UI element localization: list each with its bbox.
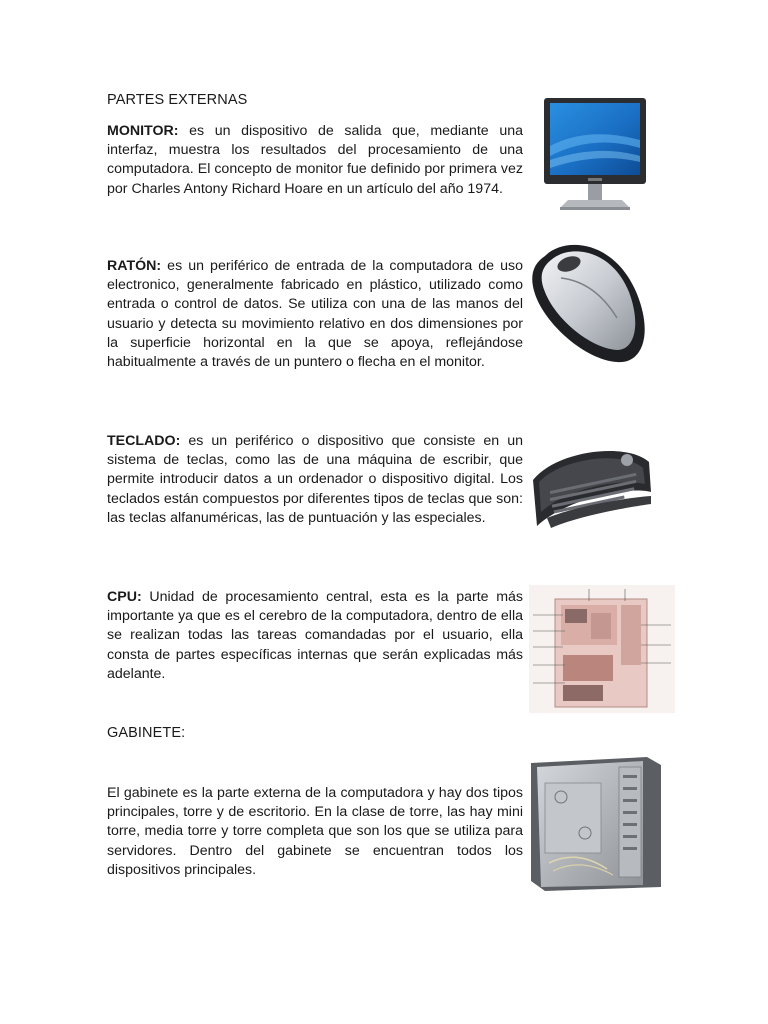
paragraph-gabinete [107, 784, 523, 880]
text-gabinete: El gabinete es la parte externa de la computadora y hay dos tipos principales, torre y de escritorio. En la clase de torre, las hay mini torre, media torre y torre completa que son los que se utiliza para servidores. Dentro del gabinete se encuentran todos los dispositivos principales. [107, 785, 523, 878]
paragraph-monitor [107, 122, 523, 199]
monitor-image [538, 96, 650, 212]
paragraph-teclado [107, 432, 523, 528]
text-raton: es un periférico de entrada de la computadora de uso electronico, generalmente fabricado en plástico, utilizado como entrada o control de datos. Se utiliza con una de las manos del usuario y detecta su movimiento relativo en dos dimensiones por la superficie horizontal en la que se apoya, reflejándose habitualmente a través de un puntero o flecha en el monitor. [107, 258, 523, 371]
keyboard-image [527, 440, 655, 532]
computer-case-image [527, 753, 663, 893]
term-raton: RATÓN: [107, 258, 162, 274]
cpu-diagram-image [529, 585, 675, 713]
text-teclado: es un periférico o dispositivo que consiste en un sistema de teclas, como las de una máquina de escribir, que permite introducir datos a un ordenador o dispositivo digital. Los teclados están compuestos por diferentes tipos de teclas que son: las teclas alfanuméricas, las de puntuación y las especiales. [107, 433, 523, 526]
term-cpu: CPU: [107, 589, 142, 605]
mouse-image [525, 234, 655, 368]
paragraph-cpu [107, 588, 523, 684]
text-cpu: Unidad de procesamiento central, esta es la parte más importante ya que es el cerebro de la computadora, dentro de ella se realizan todas las tareas comandadas por el usuario, ella consta de partes específicas internas que serán explicadas más adelante. [107, 589, 523, 682]
term-monitor: MONITOR: [107, 123, 179, 139]
text-monitor: es un dispositivo de salida que, mediante una interfaz, muestra los resultados del procesamiento de una computadora. El concepto de monitor fue definido por primera vez por Charles Antony Richard Hoare en un artículo del año 1974. [107, 123, 523, 197]
heading-partes-externas: PARTES EXTERNAS [107, 92, 248, 108]
term-teclado: TECLADO: [107, 433, 181, 449]
heading-gabinete: GABINETE: [107, 725, 186, 741]
paragraph-raton [107, 257, 523, 372]
